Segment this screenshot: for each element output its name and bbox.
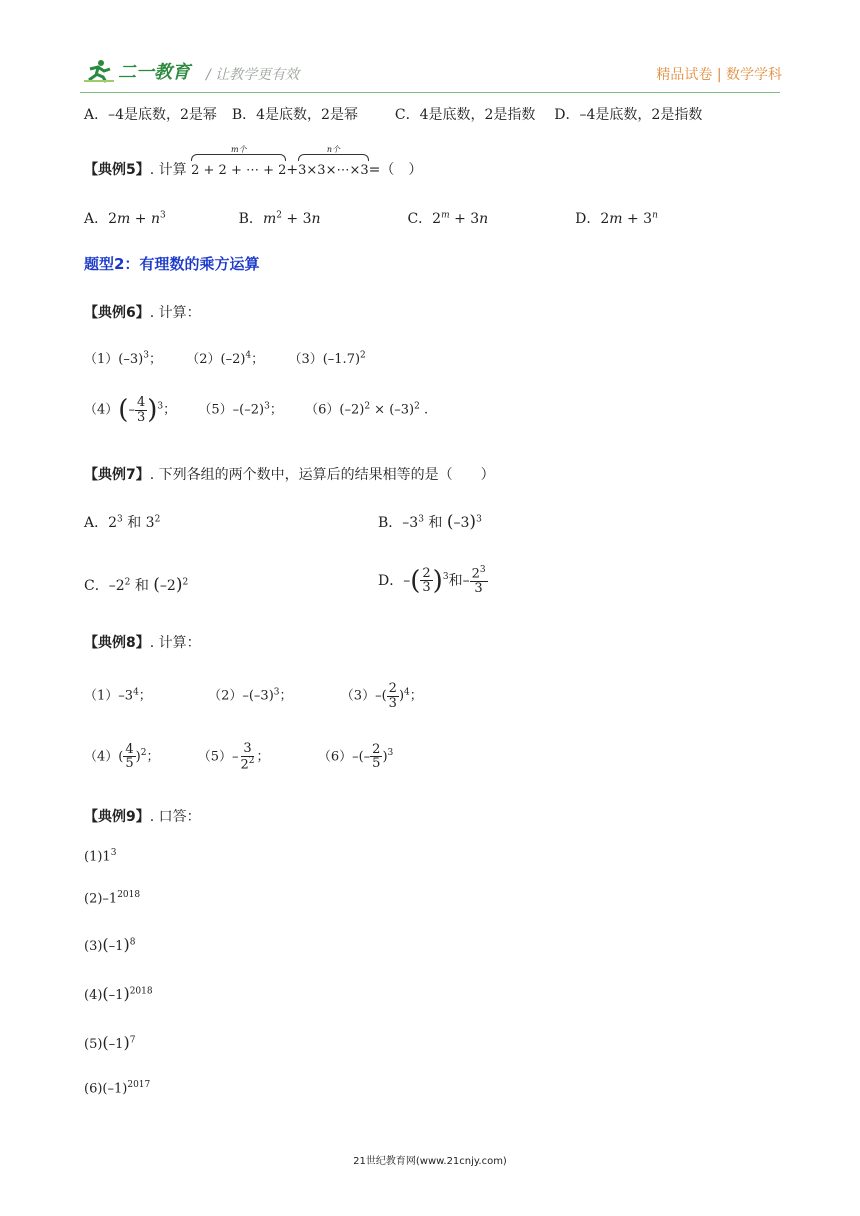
logo-text: 二一教育	[118, 62, 190, 83]
header-divider	[80, 92, 780, 93]
option-c: C．4是底数，2是指数	[394, 107, 536, 123]
logo	[84, 58, 190, 84]
and-word: 和	[428, 515, 443, 531]
page-footer: 21世纪教育网(www.21cnjy.com)	[353, 1156, 507, 1167]
and-word: 和	[448, 572, 463, 589]
item-number: （3）	[340, 688, 376, 704]
answer-item: $(3)(-1)^8$	[84, 935, 136, 954]
example-7-option-a: A．$2^3$ 和 $3^2$	[84, 514, 161, 531]
item-number: (4)	[84, 988, 103, 1003]
item-number: （4）	[84, 402, 119, 418]
item-number: （1）	[84, 688, 119, 704]
option-label: B．	[378, 515, 403, 531]
item-number: （6）	[305, 402, 340, 418]
item-number: （2）	[208, 688, 243, 704]
item-number: （3）	[288, 352, 323, 367]
answer-item: $(5)(-1)^7$	[84, 1033, 136, 1052]
example-8-row2: （4）( $\frac{4}{5}$ )$^2$； （5）– $\frac{3}{2^2}$ ； （6）–(– $\frac{2}{5}$ )$^3$	[84, 741, 394, 772]
option-label: D．	[378, 572, 404, 589]
example-text: . 计算	[149, 162, 187, 178]
overbrace	[191, 154, 286, 161]
example-7-question	[84, 464, 495, 484]
brace-expr: 2 + 2 + ⋯ + 2	[191, 163, 287, 178]
option-c-label: C．	[407, 211, 433, 227]
example-text: . 口答：	[149, 809, 201, 825]
and-word: 和	[127, 515, 142, 531]
q4-options	[84, 104, 702, 124]
item-number: （1）	[84, 352, 119, 367]
item-number: (3)	[84, 939, 103, 954]
option-b: B．4是底数，2是幂	[231, 107, 358, 123]
item-number: （5）	[198, 402, 233, 418]
example-tag: 【典例7】	[84, 467, 150, 483]
example-6-row2: （4）(– $\frac{4}{3}$ )$^3$； $(5)-(-2)^3$； $(6)(-2)^2 \times (-3)^2$ .	[84, 395, 429, 426]
option-a: A．–4是底数，2是幂	[84, 107, 217, 123]
slogan: / 让教学更有效	[206, 67, 300, 83]
option-b-label: B．	[238, 211, 263, 227]
item-number: （6）	[317, 749, 353, 765]
item-number: (6)	[84, 1081, 103, 1097]
example-tag: 【典例6】	[84, 305, 150, 321]
item-number: (2)	[84, 891, 103, 907]
page-header	[0, 0, 860, 95]
answer-item: $(6)(-1)^{2017}$	[84, 1080, 151, 1097]
example-7-option-b: B．$-3^3$ 和 $(-3)^3$	[378, 512, 482, 532]
brace-sum	[191, 145, 287, 178]
option-a-label: A．	[84, 211, 109, 227]
example-7-option-d: D．–( $\frac{2}{3}$ )$^3$和– $\frac{2^3}{3}$	[378, 565, 486, 596]
overbrace	[298, 154, 369, 161]
option-c-expr: $2^m + 3n$	[432, 210, 489, 227]
example-tail: =（ ）	[368, 162, 423, 178]
item-number: （2）	[186, 352, 221, 367]
example-5-options	[84, 208, 658, 228]
brace-label: n个	[326, 145, 340, 154]
option-d-label: D．	[575, 211, 601, 227]
brace-expr: 3×3×⋯×3	[298, 163, 369, 178]
brace-label: m个	[230, 145, 247, 154]
answer-item: $(1)1^3$	[84, 848, 117, 865]
answer-item: $(4)(-1)^{2018}$	[84, 984, 153, 1003]
option-d-expr: $2m + 3^n$	[600, 210, 658, 227]
answer-item: $(2)-1^{2018}$	[84, 890, 141, 907]
example-tag: 【典例9】	[84, 809, 150, 825]
example-6-row1: $(1)(-3)^3$； $(2)(-2)^4$； $(3)(-1.7)^2$	[84, 350, 366, 367]
example-tag: 【典例8】	[84, 635, 150, 651]
example-text: . 计算：	[149, 305, 201, 321]
example-text: . 下列各组的两个数中，运算后的结果相等的是（ ）	[149, 467, 495, 483]
option-d: D．–4是底数，2是指数	[554, 107, 703, 123]
example-tag: 【典例5】	[84, 162, 150, 178]
example-8-question	[84, 632, 201, 652]
section-title: 题型2：有理数的乘方运算	[84, 255, 260, 273]
option-label: A．	[84, 515, 109, 531]
runner-logo-icon	[84, 59, 114, 83]
option-a-expr: $2m + n^3$	[108, 210, 166, 227]
brace-product	[298, 145, 369, 178]
example-5-question: 【典例5】. 计算 m个 2 + 2 + ⋯ + 2+ n个 3×3×⋯×3=（ ）	[84, 145, 423, 178]
example-6-question	[84, 302, 201, 322]
example-9-question	[84, 806, 201, 826]
item-number: （4）	[84, 749, 119, 765]
example-text: . 计算：	[149, 635, 201, 651]
and-word: 和	[134, 578, 149, 594]
item-number: (5)	[84, 1037, 103, 1052]
item-number: (1)	[84, 849, 103, 865]
example-8-row1: $(1)-3^4$； $(2)-(-3)^3$； （3）–( $\frac{2}{3}$ )$^4$；	[84, 681, 423, 711]
option-b-expr: $m^2 + 3n$	[262, 210, 321, 227]
header-subject: 精品试卷 | 数学学科	[656, 67, 782, 83]
item-number: （5）	[197, 749, 233, 765]
example-7-option-c: C．$-2^2$ 和 $(-2)^2$	[84, 575, 189, 595]
option-label: C．	[84, 578, 109, 594]
